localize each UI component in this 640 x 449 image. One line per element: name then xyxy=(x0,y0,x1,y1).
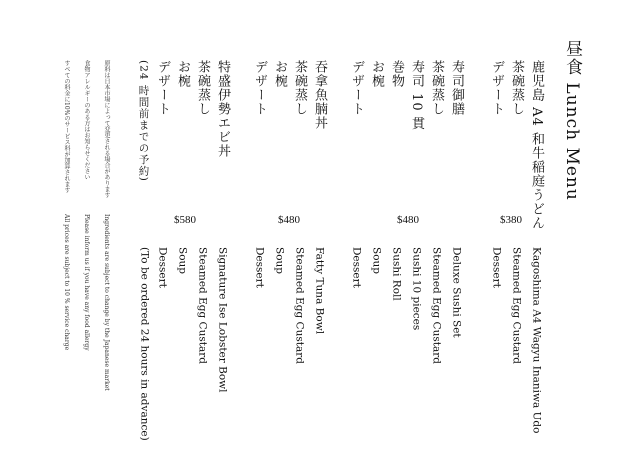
set3-price: $480 xyxy=(278,214,300,226)
set2-price: $480 xyxy=(397,214,419,226)
set2-jp-item-6: デザート xyxy=(349,60,364,116)
set1-en-item-3: Dessert xyxy=(490,247,503,288)
set1-en-item-1: Kagoshima A4 Wagyu Inaniwa Udo xyxy=(530,247,543,434)
menu-title: 昼食 Lunch Menu xyxy=(562,40,582,201)
set4-jp-item-2: 茶碗蒸し xyxy=(195,60,210,116)
set4-en-item-2: Steamed Egg Custard xyxy=(196,247,209,364)
note-2-jp: 食物アレルギーのある方はお知らせください xyxy=(83,60,90,180)
set4-price: $580 xyxy=(174,214,196,226)
set4-jp-note: (24 時間前までの予約) xyxy=(137,60,150,182)
set2-en-item-3: Sushi 10 pieces xyxy=(410,247,423,331)
set3-jp-item-3: お椀 xyxy=(272,60,287,88)
set2-jp-item-2: 茶碗蒸し xyxy=(429,60,444,116)
set1-jp-item-1: 鹿児島 A4 和牛稲庭うどん xyxy=(529,60,544,230)
set2-en-item-5: Soup xyxy=(370,247,383,274)
set3-en-item-4: Dessert xyxy=(253,247,266,288)
set1-jp-item-2: 茶碗蒸し xyxy=(509,60,524,116)
set1-jp-item-3: デザート xyxy=(489,60,504,116)
set2-jp-item-1: 寿司御膳 xyxy=(449,60,464,116)
set1-en-item-2: Steamed Egg Custard xyxy=(510,247,523,364)
note-2-en: Please inform us if you have any food allergy xyxy=(83,214,90,351)
set4-en-note: (To be ordered 24 hours in advance) xyxy=(138,247,151,441)
set4-en-item-1: Signature Ise Lobster Bowl xyxy=(216,247,229,393)
set2-jp-item-5: お椀 xyxy=(369,60,384,88)
set2-jp-item-3: 寿司 10 貫 xyxy=(409,60,424,131)
set2-jp-item-4: 巻物 xyxy=(389,60,404,88)
set3-jp-item-4: デザート xyxy=(252,60,267,116)
set2-en-item-2: Steamed Egg Custard xyxy=(430,247,443,364)
set4-jp-item-1: 特盛伊勢エビ丼 xyxy=(215,60,230,158)
set3-jp-item-2: 茶碗蒸し xyxy=(292,60,307,116)
note-1-en: Ingredients are subject to change by the Japanese market xyxy=(103,214,110,391)
set4-en-item-4: Dessert xyxy=(156,247,169,288)
note-3-en: All prices are subject to 10 % service charge xyxy=(63,214,70,351)
set3-jp-item-1: 吞拿魚腩丼 xyxy=(312,60,327,130)
set4-jp-item-3: お椀 xyxy=(175,60,190,88)
set2-en-item-4: Sushi Roll xyxy=(390,247,403,301)
note-3-jp: すべての料金に10%のサービス料が加算されます xyxy=(63,60,70,194)
set3-en-item-2: Steamed Egg Custard xyxy=(293,247,306,364)
set2-en-item-6: Dessert xyxy=(350,247,363,288)
set3-en-item-1: Fatty Tuna Bowl xyxy=(313,247,326,335)
set4-en-item-3: Soup xyxy=(176,247,189,274)
set3-en-item-3: Soup xyxy=(273,247,286,274)
set1-price: $380 xyxy=(500,214,522,226)
set4-jp-item-4: デザート xyxy=(155,60,170,116)
set2-en-item-1: Deluxe Sushi Set xyxy=(450,247,463,338)
note-1-jp: 原料は日本市場によって変更される場合があります xyxy=(103,60,110,198)
